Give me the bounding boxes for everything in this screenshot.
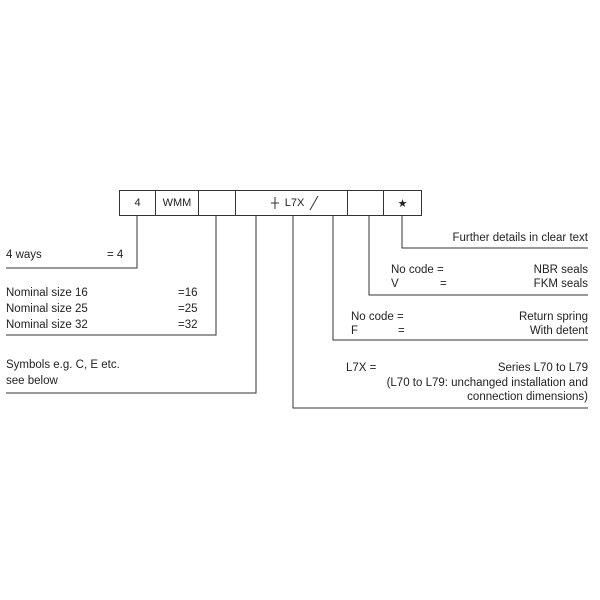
symbols-line2: see below — [6, 375, 58, 387]
nominal-16-label: Nominal size 16 — [6, 287, 88, 299]
code-box-spring — [347, 190, 384, 216]
series-desc2: (L70 to L79: unchanged installation and — [386, 377, 588, 389]
code-box-further — [383, 190, 422, 216]
symbols-line1: Symbols e.g. C, E etc. — [6, 359, 120, 371]
nominal-16-value: =16 — [178, 287, 198, 299]
seals-fkm: FKM seals — [533, 278, 588, 290]
code-box-ways — [119, 190, 156, 216]
code-box-ways-text: 4 — [134, 197, 141, 209]
seals-nbr: NBR seals — [533, 264, 588, 276]
nominal-32-label: Nominal size 32 — [6, 319, 88, 331]
ways-label: 4 ways — [6, 249, 42, 261]
spring-f-code: F — [351, 325, 359, 337]
series-code: L7X = — [346, 362, 377, 374]
seals-nocode: No code = — [391, 264, 444, 276]
code-box-wmm — [155, 190, 199, 216]
code-box-series — [235, 190, 348, 216]
nominal-25-value: =25 — [178, 303, 198, 315]
code-box-size — [198, 190, 236, 216]
series-desc1: Series L70 to L79 — [497, 362, 588, 374]
seals-v-code: V — [391, 278, 399, 290]
star-icon: ★ — [397, 197, 408, 210]
spring-f-eq: = — [398, 325, 405, 337]
nominal-25-label: Nominal size 25 — [6, 303, 88, 315]
spring-return: Return spring — [518, 311, 588, 323]
series-desc3: connection dimensions) — [467, 391, 588, 403]
nominal-32-value: =32 — [178, 319, 198, 331]
spring-detent: With detent — [529, 325, 588, 337]
code-box-wmm-text: WMM — [162, 197, 192, 209]
seals-v-eq: = — [440, 278, 447, 290]
ways-value: = 4 — [107, 249, 124, 261]
spring-nocode: No code = — [351, 311, 404, 323]
further-details: Further details in clear text — [452, 232, 588, 244]
code-box-series-text: L7X — [284, 197, 305, 209]
